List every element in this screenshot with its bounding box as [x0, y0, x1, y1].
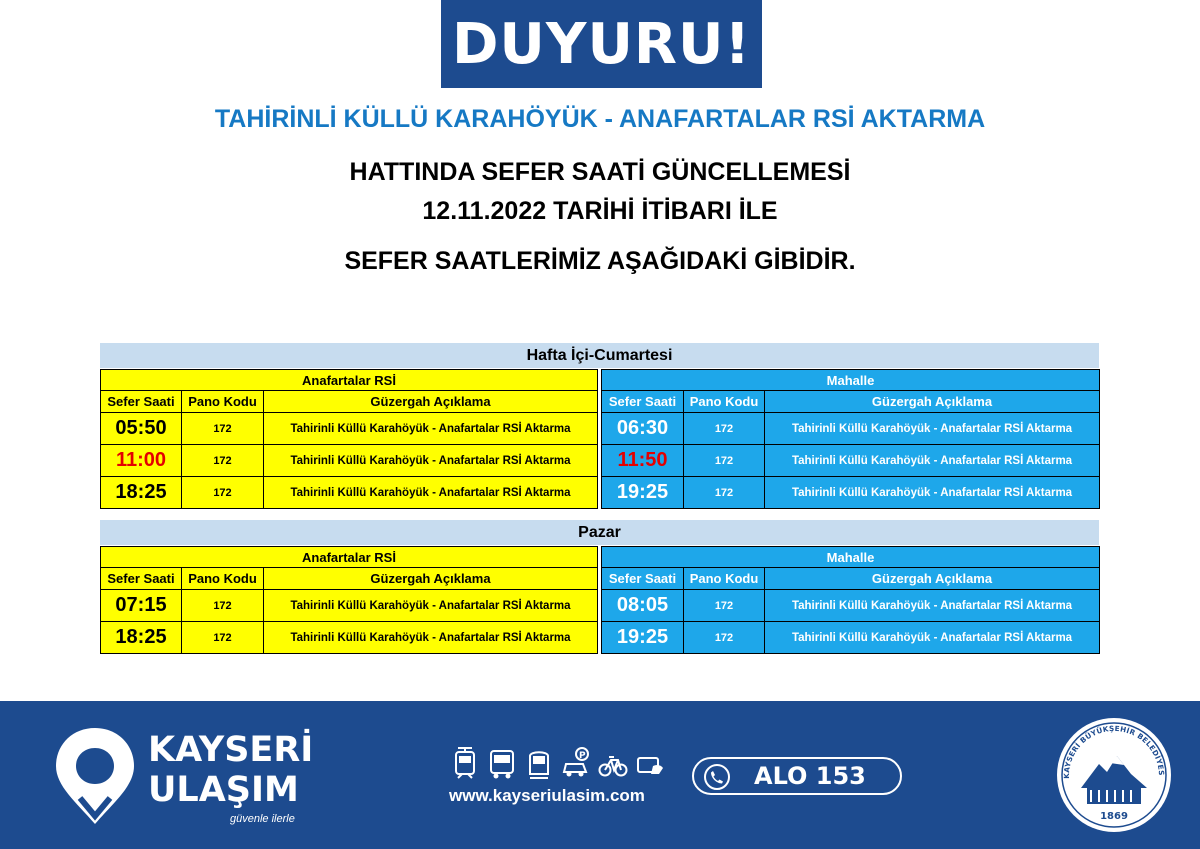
website-link[interactable]: www.kayseriulasim.com	[449, 786, 645, 805]
weekday-anafartalar-table	[100, 369, 598, 509]
brand-tagline: güvenle ilerle	[230, 813, 295, 825]
board-code: 172	[684, 445, 765, 477]
departure-time: 11:00	[101, 445, 182, 477]
board-code: 172	[182, 590, 264, 622]
table-row	[101, 413, 598, 445]
card-icon	[635, 746, 665, 780]
board-code: 172	[684, 590, 765, 622]
col-code: Pano Kodu	[182, 391, 264, 413]
board-code: 172	[684, 622, 765, 654]
announcement-banner	[441, 0, 762, 88]
col-desc: Güzergah Açıklama	[264, 391, 598, 413]
board-code: 172	[182, 413, 264, 445]
svg-text:P: P	[579, 751, 586, 761]
departure-time: 08:05	[602, 590, 684, 622]
route-description: Tahirinli Küllü Karahöyük - Anafartalar RSİ Aktarma	[765, 413, 1100, 445]
route-description: Tahirinli Küllü Karahöyük - Anafartalar RSİ Aktarma	[765, 445, 1100, 477]
sunday-section-title: Pazar	[100, 520, 1099, 545]
hotline-badge[interactable]	[692, 757, 902, 795]
col-code: Pano Kodu	[684, 568, 765, 590]
weekday-mahalle-table	[601, 369, 1100, 509]
departure-time: 19:25	[602, 477, 684, 509]
route-description: Tahirinli Küllü Karahöyük - Anafartalar RSİ Aktarma	[765, 622, 1100, 654]
col-code: Pano Kodu	[684, 391, 765, 413]
departure-time: 11:50	[602, 445, 684, 477]
intro-text: SEFER SAATLERİMİZ AŞAĞIDAKİ GİBİDİR.	[344, 247, 856, 275]
group-header: Anafartalar RSİ	[101, 370, 598, 391]
tram-icon	[450, 746, 480, 780]
weekday-section-title: Hafta İçi-Cumartesi	[100, 343, 1099, 368]
board-code: 172	[182, 445, 264, 477]
brand-name-line2: ULAŞIM	[148, 770, 299, 810]
table-row	[602, 413, 1100, 445]
col-time: Sefer Saati	[602, 568, 684, 590]
route-title: TAHİRİNLİ KÜLLÜ KARAHÖYÜK - ANAFARTALAR RSİ AKTARMA	[214, 105, 986, 133]
departure-time: 18:25	[101, 477, 182, 509]
board-code: 172	[684, 413, 765, 445]
brand-name-line1: KAYSERİ	[148, 730, 314, 770]
departure-time: 07:15	[101, 590, 182, 622]
sunday-anafartalar-table	[100, 546, 598, 654]
route-description: Tahirinli Küllü Karahöyük - Anafartalar RSİ Aktarma	[264, 590, 598, 622]
departure-time: 19:25	[602, 622, 684, 654]
table-row	[101, 622, 598, 654]
effective-date: 12.11.2022 TARİHİ İTİBARI İLE	[422, 197, 778, 225]
table-row	[602, 477, 1100, 509]
route-description: Tahirinli Küllü Karahöyük - Anafartalar RSİ Aktarma	[264, 413, 598, 445]
board-code: 172	[182, 477, 264, 509]
departure-time: 18:25	[101, 622, 182, 654]
sunday-mahalle-table	[601, 546, 1100, 654]
table-row	[602, 590, 1100, 622]
route-description: Tahirinli Küllü Karahöyük - Anafartalar RSİ Aktarma	[264, 445, 598, 477]
hotline-number: ALO 153	[754, 762, 866, 790]
departure-time: 05:50	[101, 413, 182, 445]
group-header: Anafartalar RSİ	[101, 547, 598, 568]
table-row	[101, 590, 598, 622]
col-desc: Güzergah Açıklama	[765, 391, 1100, 413]
col-code: Pano Kodu	[182, 568, 264, 590]
col-desc: Güzergah Açıklama	[264, 568, 598, 590]
location-pin-icon	[50, 724, 140, 829]
group-header: Mahalle	[602, 370, 1100, 391]
emblem-year: 1869	[1100, 811, 1128, 822]
update-title: HATTINDA SEFER SAATİ GÜNCELLEMESİ	[349, 158, 851, 186]
banner-title: DUYURU!	[451, 11, 752, 77]
bus-icon	[487, 746, 517, 780]
col-time: Sefer Saati	[602, 391, 684, 413]
table-row	[602, 445, 1100, 477]
departure-time: 06:30	[602, 413, 684, 445]
col-time: Sefer Saati	[101, 568, 182, 590]
table-row	[602, 622, 1100, 654]
transport-icons	[450, 746, 665, 782]
table-row	[101, 477, 598, 509]
route-description: Tahirinli Küllü Karahöyük - Anafartalar RSİ Aktarma	[264, 622, 598, 654]
route-description: Tahirinli Küllü Karahöyük - Anafartalar RSİ Aktarma	[264, 477, 598, 509]
col-desc: Güzergah Açıklama	[765, 568, 1100, 590]
train-icon	[524, 746, 554, 780]
phone-icon	[704, 764, 730, 790]
route-description: Tahirinli Küllü Karahöyük - Anafartalar RSİ Aktarma	[765, 590, 1100, 622]
board-code: 172	[182, 622, 264, 654]
bicycle-icon	[598, 746, 628, 780]
parking-car-icon	[561, 746, 591, 780]
route-description: Tahirinli Küllü Karahöyük - Anafartalar RSİ Aktarma	[765, 477, 1100, 509]
board-code: 172	[684, 477, 765, 509]
col-time: Sefer Saati	[101, 391, 182, 413]
group-header: Mahalle	[602, 547, 1100, 568]
emblem-text: KAYSERİ BÜYÜKŞEHİR BELEDİYES	[1061, 723, 1167, 779]
table-row	[101, 445, 598, 477]
municipality-emblem-icon	[1055, 716, 1173, 834]
